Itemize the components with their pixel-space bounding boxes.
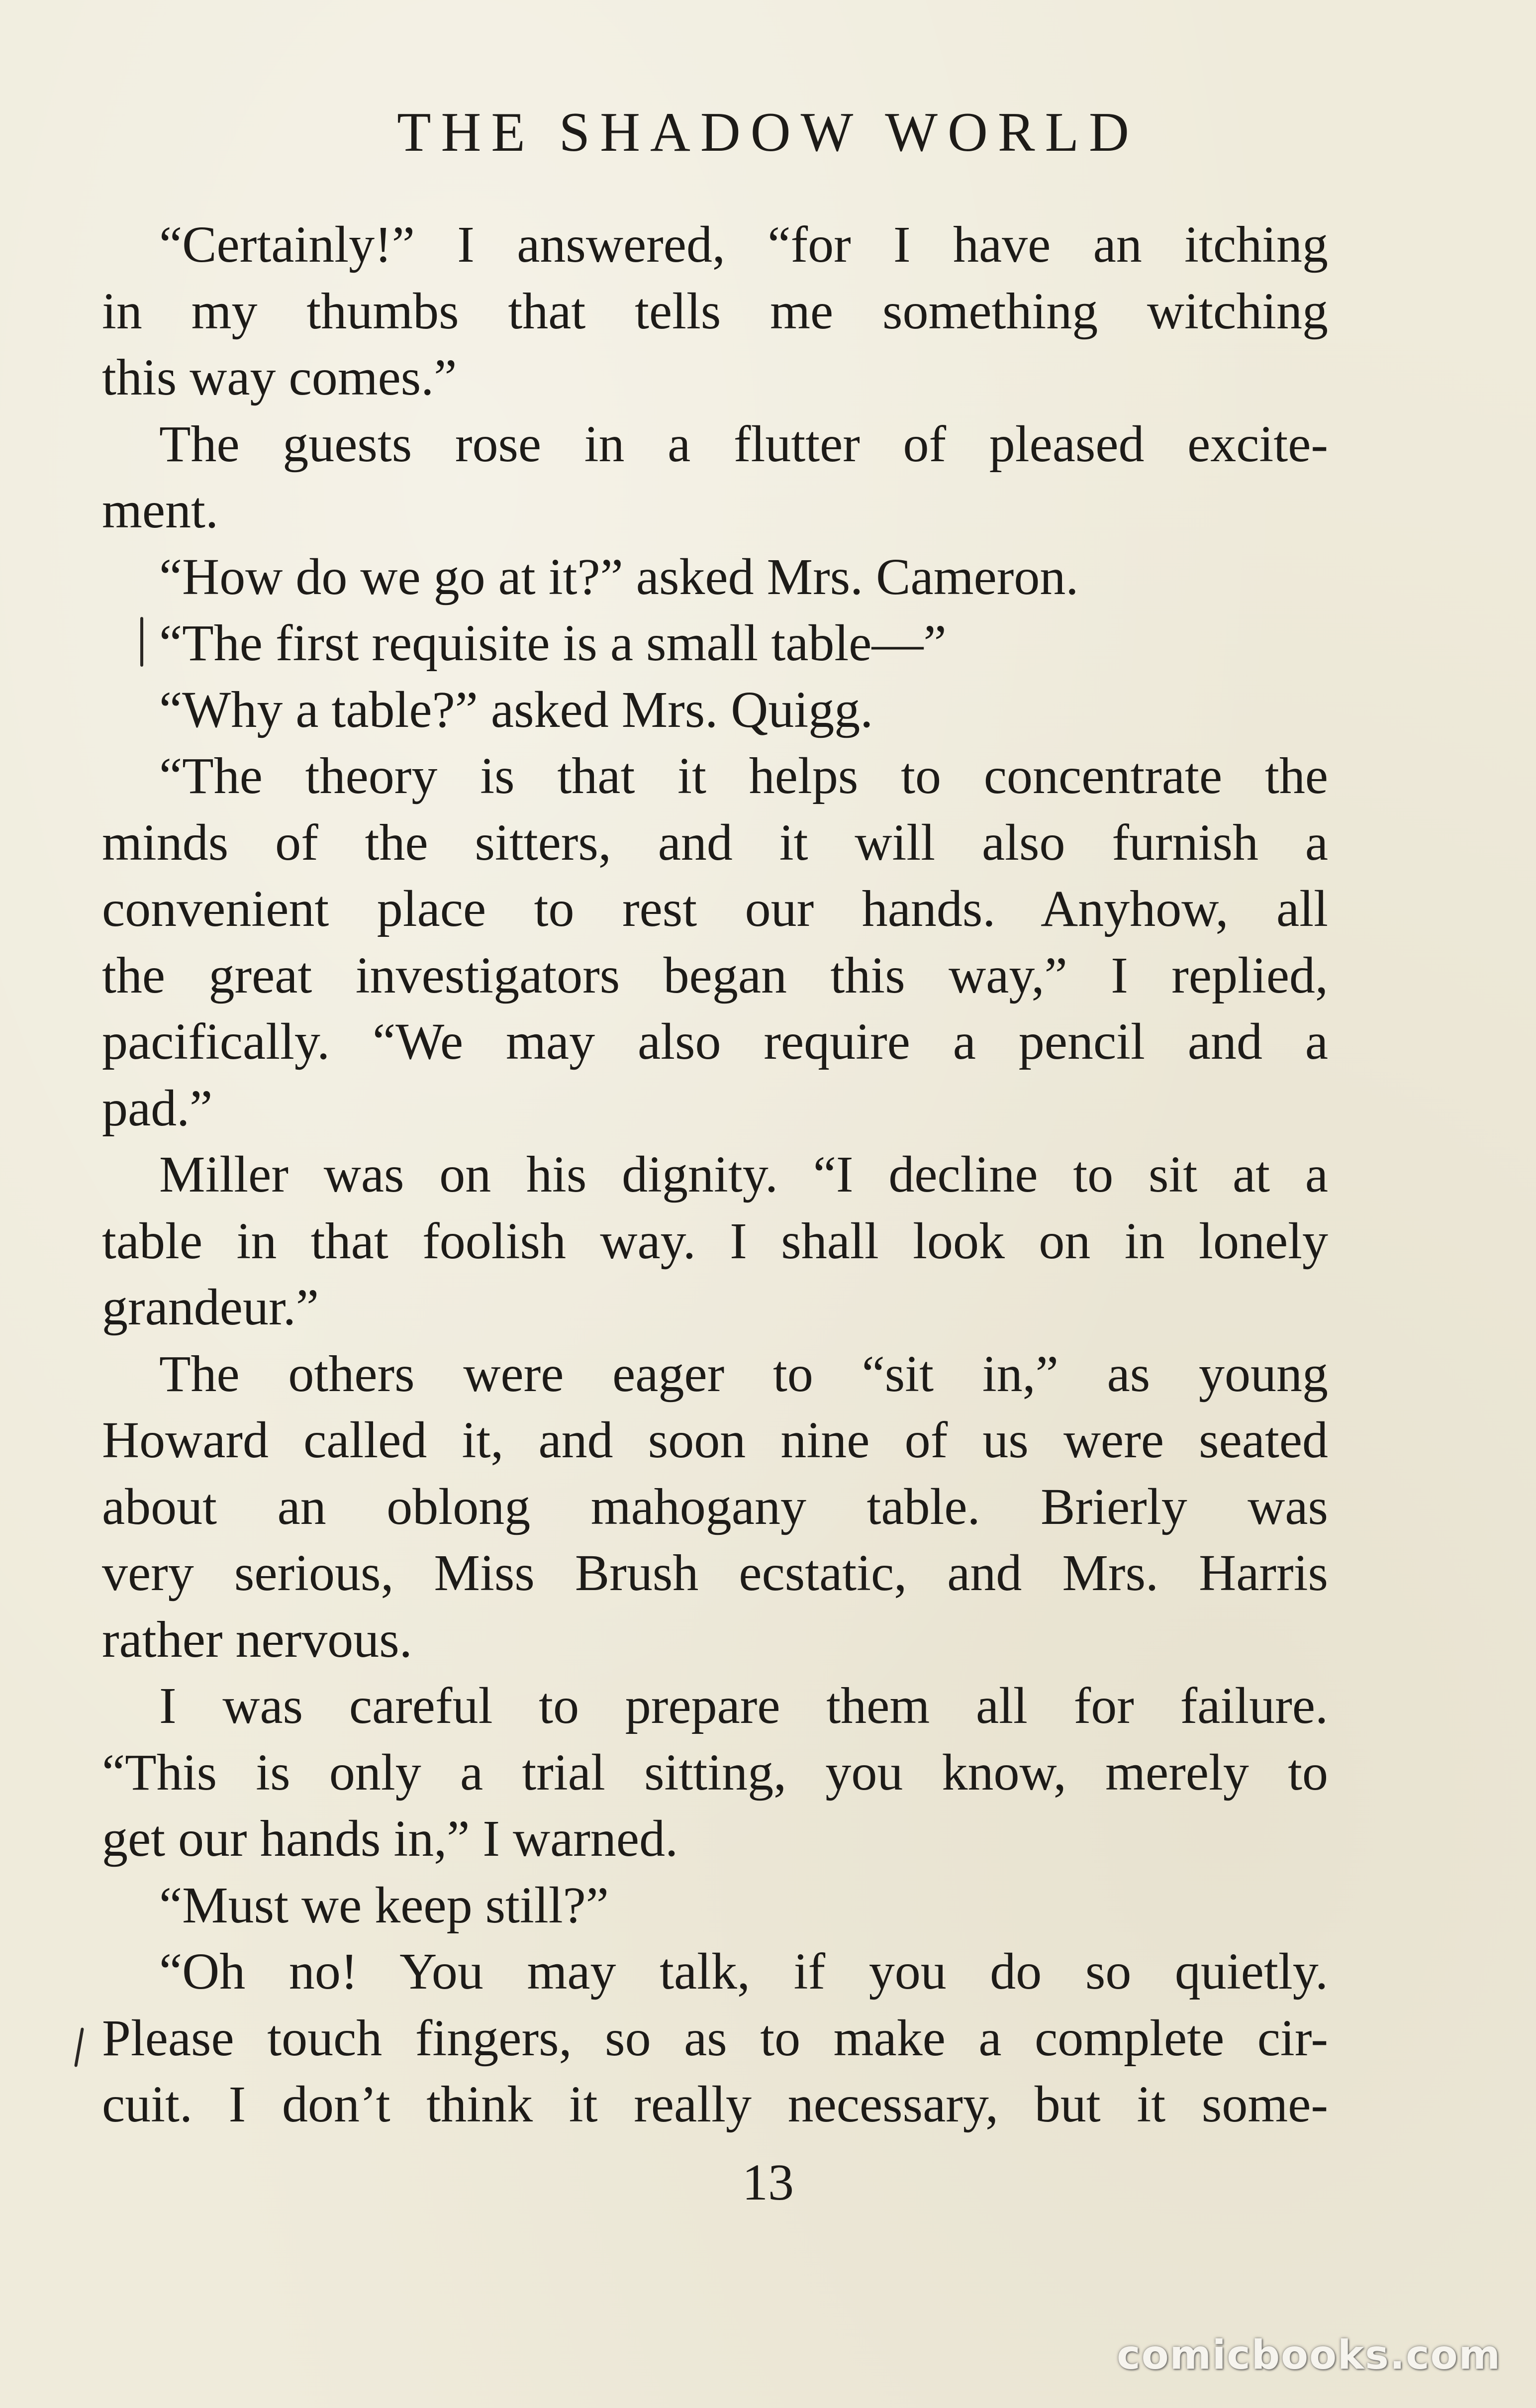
text-line: this way comes.” bbox=[102, 349, 457, 406]
text-line: I was careful to prepare them all for failure. bbox=[159, 1677, 1328, 1734]
text-line: “Why a table?” asked Mrs. Quigg. bbox=[159, 681, 873, 738]
text-line: pad.” bbox=[102, 1079, 213, 1137]
text-line: The others were eager to “sit in,” as young bbox=[159, 1345, 1328, 1403]
text-line: “Oh no! You may talk, if you do so quietly. bbox=[159, 1943, 1328, 2000]
running-head: THE SHADOW WORLD bbox=[397, 101, 1139, 163]
text-line: minds of the sitters, and it will also furnish a bbox=[102, 813, 1328, 871]
text-line: in my thumbs that tells me something witching bbox=[102, 282, 1328, 340]
text-line: “This is only a trial sitting, you know, merely to bbox=[102, 1743, 1328, 1801]
text-line: convenient place to rest our hands. Anyhow, all bbox=[102, 880, 1328, 937]
text-line: get our hands in,” I warned. bbox=[102, 1810, 678, 1867]
text-line: “Certainly!” I answered, “for I have an itching bbox=[159, 216, 1328, 273]
text-line: “How do we go at it?” asked Mrs. Cameron. bbox=[159, 548, 1079, 605]
text-line: “The theory is that it helps to concentrate the bbox=[159, 747, 1328, 804]
text-line: pacifically. “We may also require a pencil and a bbox=[102, 1013, 1328, 1070]
text-line: Howard called it, and soon nine of us were seated bbox=[102, 1411, 1328, 1469]
margin-mark bbox=[74, 2027, 84, 2067]
body-text bbox=[102, 211, 1328, 2138]
text-line: “Must we keep still?” bbox=[159, 1876, 609, 1934]
text-line: very serious, Miss Brush ecstatic, and Mrs. Harris bbox=[102, 1544, 1328, 1602]
text-line: about an oblong mahogany table. Brierly was bbox=[102, 1478, 1328, 1535]
text-line: The guests rose in a flutter of pleased excite- bbox=[159, 415, 1328, 473]
text-line: Please touch fingers, so as to make a complete cir- bbox=[102, 2009, 1328, 2067]
text-line: Miller was on his dignity. “I decline to sit at a bbox=[159, 1146, 1328, 1203]
text-line: rather nervous. bbox=[102, 1610, 412, 1668]
margin-mark bbox=[140, 617, 143, 667]
page-number: 13 bbox=[742, 2154, 794, 2211]
text-line: the great investigators began this way,” I replied, bbox=[102, 946, 1328, 1004]
text-line: “The first requisite is a small table—” bbox=[159, 614, 947, 672]
text-line: ment. bbox=[102, 482, 218, 539]
text-line: grandeur.” bbox=[102, 1279, 319, 1336]
watermark: comicbooks.com bbox=[1117, 2332, 1501, 2378]
text-line: table in that foolish way. I shall look on in lonely bbox=[102, 1212, 1328, 1270]
text-line: cuit. I don’t think it really necessary, but it some- bbox=[102, 2076, 1328, 2133]
